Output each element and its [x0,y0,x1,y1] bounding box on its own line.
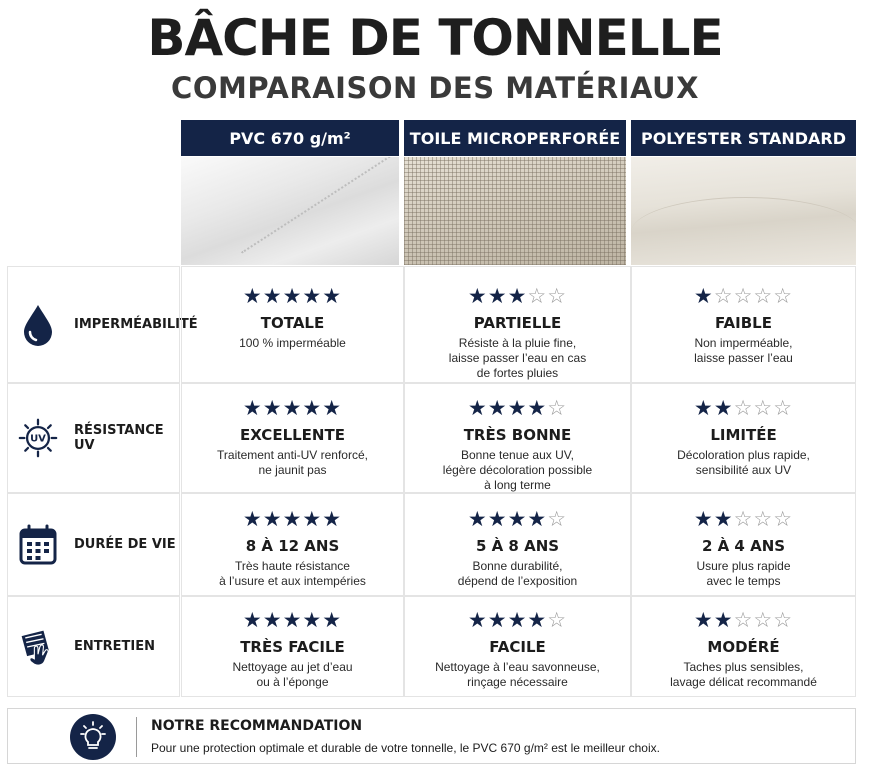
star-rating-icon [632,397,855,419]
water-drop-icon [18,303,58,347]
column-header-polyester: POLYESTER STANDARD [631,120,856,156]
cell-microperforee-resistance-uv [404,383,631,493]
calendar-icon [18,523,58,567]
rating-label: TRÈS FACILE [240,638,345,656]
recommendation-title: NOTRE RECOMMANDATION [151,718,363,734]
svg-text:UV: UV [30,433,46,445]
star-filled-icon: ★ [302,284,323,308]
row-label-resistance-uv [7,383,180,493]
divider [136,717,137,757]
rating-description: Très haute résistance à l’usure et aux intempéries [219,559,366,588]
star-filled-icon: ★ [487,608,508,632]
rating-description: Non imperméable, laisse passer l’eau [694,336,793,365]
star-rating-icon [182,397,403,419]
star-rating-icon [632,609,855,631]
star-filled-icon: ★ [467,284,488,308]
rating-description: Taches plus sensibles, lavage délicat recommandé [670,660,817,689]
star-empty-icon: ☆ [713,284,734,308]
star-filled-icon: ★ [242,284,263,308]
star-rating-icon [405,609,630,631]
star-empty-icon: ☆ [753,507,774,531]
cell-pvc-impermeabilite [181,266,404,383]
row-label-text: IMPERMÉABILITÉ [74,317,198,332]
star-rating-icon [182,508,403,530]
cell-pvc-entretien [181,596,404,697]
star-filled-icon: ★ [693,608,714,632]
rating-label: FACILE [489,638,546,656]
rating-label: 5 À 8 ANS [475,537,560,555]
rating-description: 100 % imperméable [239,336,346,350]
star-filled-icon: ★ [713,608,734,632]
rating-description: Nettoyage à l’eau savonneuse, rinçage nécessaire [435,660,600,689]
star-filled-icon: ★ [527,608,548,632]
uv-sun-icon [18,416,58,460]
star-empty-icon: ☆ [733,608,754,632]
star-filled-icon: ★ [242,507,263,531]
star-empty-icon: ☆ [547,396,568,420]
star-empty-icon: ☆ [547,608,568,632]
page-subtitle: COMPARAISON DES MATÉRIAUX [171,71,699,105]
star-filled-icon: ★ [282,284,303,308]
star-filled-icon: ★ [507,396,528,420]
row-label-impermeabilite [7,266,198,383]
rating-description: Résiste à la pluie fine, laisse passer l’eau en cas de fortes pluies [448,336,587,380]
star-empty-icon: ☆ [773,284,794,308]
column-header-microperforee: TOILE MICROPERFORÉE [404,120,626,156]
cell-polyester-impermeabilite [631,266,856,383]
rating-description: Nettoyage au jet d’eau ou à l’éponge [232,660,353,689]
star-filled-icon: ★ [242,608,263,632]
rating-description: Décoloration plus rapide, sensibilité aux UV [677,448,810,477]
star-rating-icon [405,397,630,419]
star-filled-icon: ★ [302,608,323,632]
rating-label: TRÈS BONNE [463,426,572,444]
recommendation-box [7,708,856,764]
star-filled-icon: ★ [242,396,263,420]
star-empty-icon: ☆ [753,284,774,308]
star-empty-icon: ☆ [733,284,754,308]
star-empty-icon: ☆ [547,507,568,531]
cell-polyester-entretien [631,596,856,697]
star-filled-icon: ★ [527,507,548,531]
cell-polyester-resistance-uv [631,383,856,493]
lightbulb-icon [70,714,116,760]
star-rating-icon [182,609,403,631]
star-filled-icon: ★ [322,396,343,420]
star-filled-icon: ★ [322,608,343,632]
row-label-text: ENTRETIEN [74,639,155,654]
rating-label: TOTALE [260,314,325,332]
star-filled-icon: ★ [487,507,508,531]
rating-label: 2 À 4 ANS [701,537,786,555]
microperforee-material-swatch [404,157,626,265]
star-rating-icon [405,508,630,530]
row-label-text: RÉSISTANCE UV [74,423,164,453]
cell-microperforee-duree-de-vie [404,493,631,596]
star-filled-icon: ★ [262,396,283,420]
star-filled-icon: ★ [487,284,508,308]
rating-description: Traitement anti-UV renforcé, ne jaunit pas [217,448,368,477]
star-empty-icon: ☆ [547,284,568,308]
rating-label: LIMITÉE [710,426,777,444]
star-rating-icon [405,285,630,307]
cell-polyester-duree-de-vie [631,493,856,596]
star-filled-icon: ★ [467,608,488,632]
star-filled-icon: ★ [282,396,303,420]
star-empty-icon: ☆ [753,608,774,632]
rating-label: 8 À 12 ANS [245,537,340,555]
star-filled-icon: ★ [262,284,283,308]
page-title: BÂCHE DE TONNELLE [147,9,723,67]
star-filled-icon: ★ [713,396,734,420]
star-filled-icon: ★ [302,396,323,420]
polyester-material-swatch [631,157,856,265]
rating-label: EXCELLENTE [240,426,345,444]
star-filled-icon: ★ [467,507,488,531]
cell-microperforee-entretien [404,596,631,697]
star-filled-icon: ★ [322,284,343,308]
star-filled-icon: ★ [527,396,548,420]
cell-pvc-duree-de-vie [181,493,404,596]
star-filled-icon: ★ [282,608,303,632]
star-filled-icon: ★ [302,507,323,531]
star-filled-icon: ★ [507,284,528,308]
star-empty-icon: ☆ [773,396,794,420]
star-filled-icon: ★ [507,507,528,531]
rating-label: PARTIELLE [473,314,562,332]
star-filled-icon: ★ [713,507,734,531]
star-empty-icon: ☆ [527,284,548,308]
star-filled-icon: ★ [693,507,714,531]
star-empty-icon: ☆ [733,507,754,531]
star-rating-icon [632,285,855,307]
star-filled-icon: ★ [282,507,303,531]
star-filled-icon: ★ [693,284,714,308]
star-filled-icon: ★ [487,396,508,420]
star-empty-icon: ☆ [773,608,794,632]
star-empty-icon: ☆ [753,396,774,420]
star-rating-icon [632,508,855,530]
rating-description: Bonne durabilité, dépend de l’exposition [457,559,578,588]
column-header-pvc: PVC 670 g/m² [181,120,399,156]
star-filled-icon: ★ [262,608,283,632]
star-rating-icon [182,285,403,307]
star-filled-icon: ★ [507,608,528,632]
row-label-text: DURÉE DE VIE [74,537,176,552]
star-filled-icon: ★ [467,396,488,420]
star-filled-icon: ★ [322,507,343,531]
star-empty-icon: ☆ [773,507,794,531]
pvc-material-swatch [181,157,399,265]
cleaning-hand-icon [18,625,58,669]
rating-label: FAIBLE [715,314,772,332]
star-empty-icon: ☆ [733,396,754,420]
row-label-duree-de-vie [7,493,180,596]
rating-label: MODÉRÉ [707,638,780,656]
cell-pvc-resistance-uv [181,383,404,493]
star-filled-icon: ★ [693,396,714,420]
star-filled-icon: ★ [262,507,283,531]
rating-description: Usure plus rapide avec le temps [696,559,791,588]
cell-microperforee-impermeabilite [404,266,631,383]
recommendation-text: Pour une protection optimale et durable de votre tonnelle, le PVC 670 g/m² est le meilleur choix. [151,741,660,755]
row-label-entretien [7,596,180,697]
rating-description: Bonne tenue aux UV, légère décoloration possible à long terme [442,448,593,492]
